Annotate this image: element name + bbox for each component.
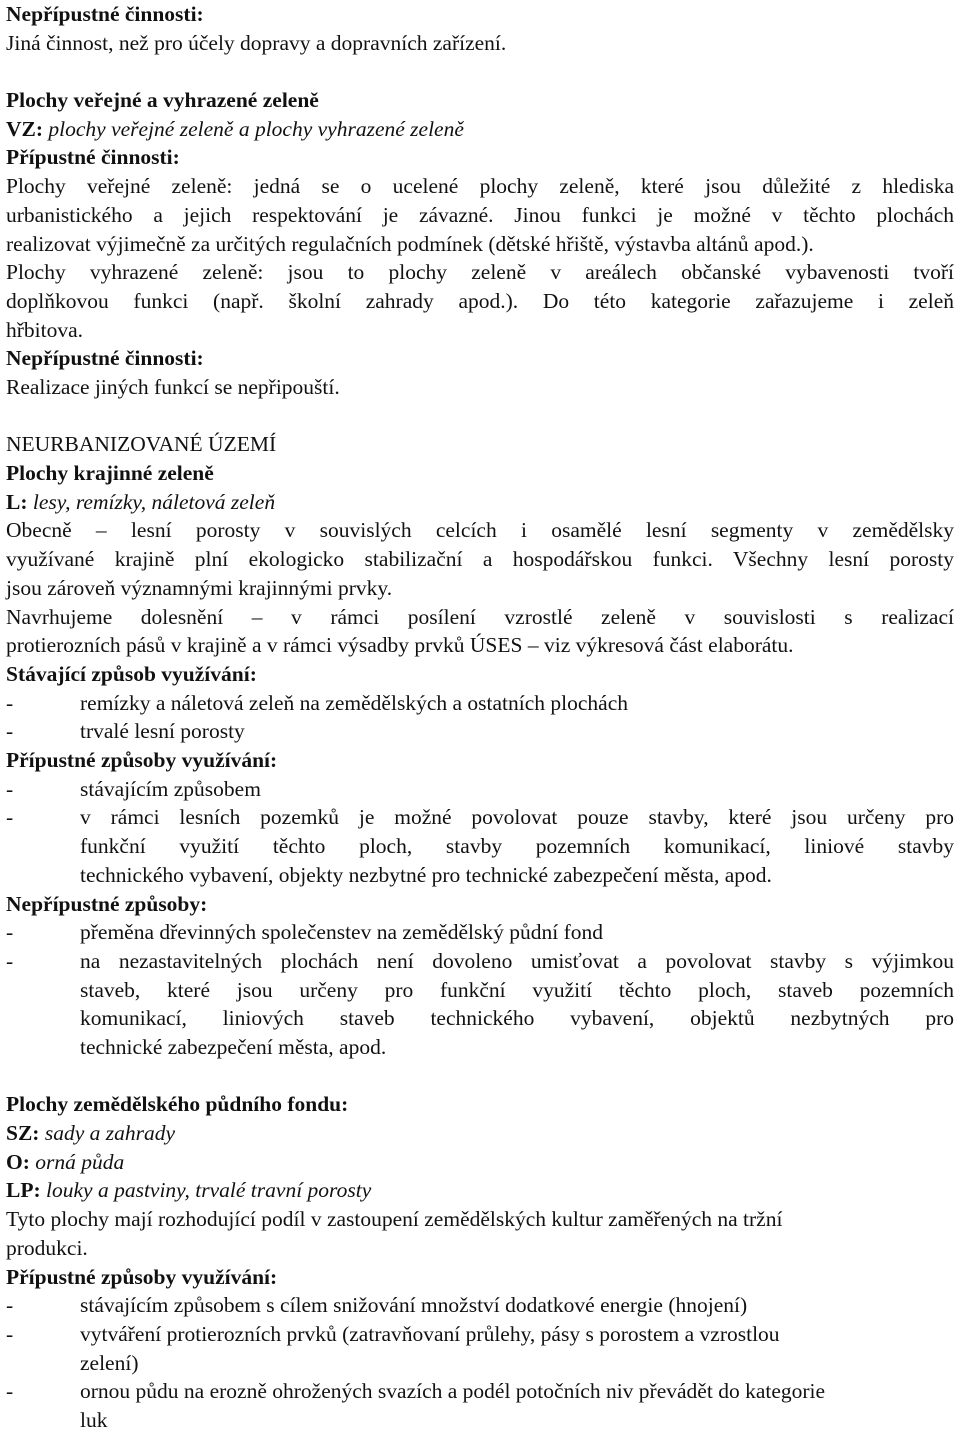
- paragraph-line: Plochy vyhrazené zeleně: jsou to plochy zeleně v areálech občanské vybavenosti tvoří: [6, 260, 954, 285]
- paragraph-line: Tyto plochy mají rozhodující podíl v zastoupení zemědělských kultur zaměřených na tržní: [6, 1207, 783, 1232]
- code-prefix: L:: [6, 489, 28, 514]
- paragraph-zpf: [6, 1205, 954, 1262]
- list-item-text: komunikací, liniových staveb technického vybavení, objektů nezbytných pro: [80, 1006, 954, 1031]
- bullet-dash: -: [6, 920, 14, 945]
- paragraph-obecne: [6, 516, 954, 602]
- code-line-vz: [6, 115, 954, 144]
- list-item-text: funkční využití těchto ploch, stavby pozemních komunikací, liniové stavby: [80, 834, 954, 859]
- paragraph-line: Obecně – lesní porosty v souvislých celcích i osamělé lesní segmenty v zemědělsky: [6, 518, 954, 543]
- section-heading-neurbanizovane: NEURBANIZOVANÉ ÚZEMÍ: [6, 432, 277, 457]
- spacer: [6, 402, 954, 431]
- list-item: [6, 1320, 954, 1377]
- list-item: [6, 947, 954, 1062]
- spacer: [6, 57, 954, 86]
- code-description: plochy veřejné zeleně a plochy vyhrazené zeleně: [48, 116, 464, 141]
- pripustne-zpusoby-label: Přípustné způsoby využívání:: [6, 1264, 278, 1289]
- bullet-dash: -: [6, 776, 14, 801]
- nepripustne-cinnosti-label: Nepřípustné činnosti:: [6, 346, 204, 371]
- paragraph-line: Plochy veřejné zeleně: jedná se o ucelené plochy zeleně, které jsou důležité z hlediska: [6, 174, 954, 199]
- list-item-text: přeměna dřevinných společenstev na zemědělský půdní fond: [80, 920, 603, 945]
- paragraph-line: urbanistického a jejich respektování je závazné. Jinou funkci je možné v těchto plochách: [6, 202, 954, 227]
- code-description: sady a zahrady: [44, 1121, 176, 1146]
- pripustne-zpusoby-label: Přípustné způsoby využívání:: [6, 748, 278, 773]
- bullet-dash: -: [6, 690, 14, 715]
- paragraph-line: produkci.: [6, 1235, 88, 1260]
- nepripustne-cinnosti-text: Realizace jiných funkcí se nepřipouští.: [6, 375, 340, 399]
- paragraph-line: protierozních pásů v krajině a v rámci výsadby prvků ÚSES – viz výkresová část elaborátu.: [6, 633, 794, 658]
- list-item-text: remízky a náletová zeleň na zemědělských a ostatních plochách: [80, 690, 628, 715]
- paragraph-line: Navrhujeme dolesnění – v rámci posílení vzrostlé zeleně v souvislosti s realizací: [6, 604, 954, 629]
- paragraph-verejna-zelen: [6, 172, 954, 258]
- paragraph-line: využívané krajině plní ekologicko stabilizační a hospodářskou funkci. Všechny lesní porosty: [6, 547, 954, 572]
- section-title-verejna-zelen: Plochy veřejné a vyhrazené zeleně: [6, 88, 319, 113]
- list-item-text: na nezastavitelných plochách není dovoleno umisťovat a povolovat stavby s výjimkou: [80, 948, 954, 973]
- list-item: [6, 918, 954, 947]
- list-item: [6, 775, 954, 804]
- bullet-dash: -: [6, 948, 14, 973]
- code-description: orná půda: [35, 1149, 125, 1174]
- code-prefix: VZ:: [6, 116, 44, 141]
- list-item-text: vytváření protierozních prvků (zatravňovaní průlehy, pásy s porostem a vzrostlou: [80, 1321, 780, 1346]
- code-prefix: SZ:: [6, 1121, 40, 1146]
- list-item: [6, 717, 954, 746]
- subsection-title-zpf: Plochy zemědělského půdního fondu:: [6, 1092, 349, 1117]
- stavajici-zpusob-label: Stávající způsob využívání:: [6, 661, 257, 686]
- code-line-o: [6, 1148, 954, 1177]
- list-item: [6, 803, 954, 889]
- list-item: [6, 689, 954, 718]
- list-item-text: technického vybavení, objekty nezbytné pro technické zabezpečení města, apod.: [80, 862, 772, 887]
- nepripustne-zpusoby-label: Nepřípustné způsoby:: [6, 891, 208, 916]
- list-item-text: ornou půdu na erozně ohrožených svazích a podél potočních niv převádět do kategorie: [80, 1379, 826, 1404]
- paragraph-line: jsou zároveň významnými krajinnými prvky.: [6, 575, 393, 600]
- list-item-text: stávajícím způsobem s cílem snižování množství dodatkové energie (hnojení): [80, 1293, 748, 1318]
- pripustne-cinnosti-label: Přípustné činnosti:: [6, 145, 180, 170]
- code-line-sz: [6, 1119, 954, 1148]
- code-prefix: LP:: [6, 1178, 41, 1203]
- list-item-text: luk: [80, 1408, 108, 1433]
- bullet-dash: -: [6, 805, 14, 830]
- list-item: [6, 1377, 954, 1434]
- list-item: [6, 1291, 954, 1320]
- nepripustne-cinnosti-label: Nepřípustné činnosti:: [6, 2, 204, 26]
- code-description: louky a pastviny, trvalé travní porosty: [46, 1178, 372, 1203]
- nepripustne-cinnosti-text: Jiná činnost, než pro účely dopravy a dopravních zařízení.: [6, 30, 507, 55]
- paragraph-vyhrazena-zelen: [6, 258, 954, 344]
- list-item-text: v rámci lesních pozemků je možné povolovat pouze stavby, které jsou určeny pro: [80, 805, 954, 830]
- spacer: [6, 1062, 954, 1091]
- paragraph-navrhujeme: [6, 603, 954, 660]
- code-line-l: [6, 488, 954, 517]
- paragraph-line: doplňkovou funkci (např. školní zahrady apod.). Do této kategorie zařazujeme i zeleň: [6, 288, 954, 313]
- paragraph-line: realizovat výjimečně za určitých regulačních podmínek (dětské hřiště, výstavba altánů apod.).: [6, 231, 814, 256]
- bullet-dash: -: [6, 1379, 14, 1404]
- code-description: lesy, remízky, náletová zeleň: [32, 489, 276, 514]
- list-item-text: technické zabezpečení města, apod.: [80, 1035, 387, 1060]
- code-line-lp: [6, 1176, 954, 1205]
- list-item-text: trvalé lesní porosty: [80, 719, 245, 744]
- list-item-text: stávajícím způsobem: [80, 776, 261, 801]
- bullet-dash: -: [6, 719, 14, 744]
- list-item-text: staveb, které jsou určeny pro funkční využití těchto ploch, staveb pozemních: [80, 977, 954, 1002]
- list-item-text: zelení): [80, 1350, 139, 1375]
- bullet-dash: -: [6, 1293, 14, 1318]
- subsection-title-krajinna-zelen: Plochy krajinné zeleně: [6, 461, 214, 486]
- bullet-dash: -: [6, 1321, 14, 1346]
- paragraph-line: hřbitova.: [6, 317, 84, 342]
- code-prefix: O:: [6, 1149, 30, 1174]
